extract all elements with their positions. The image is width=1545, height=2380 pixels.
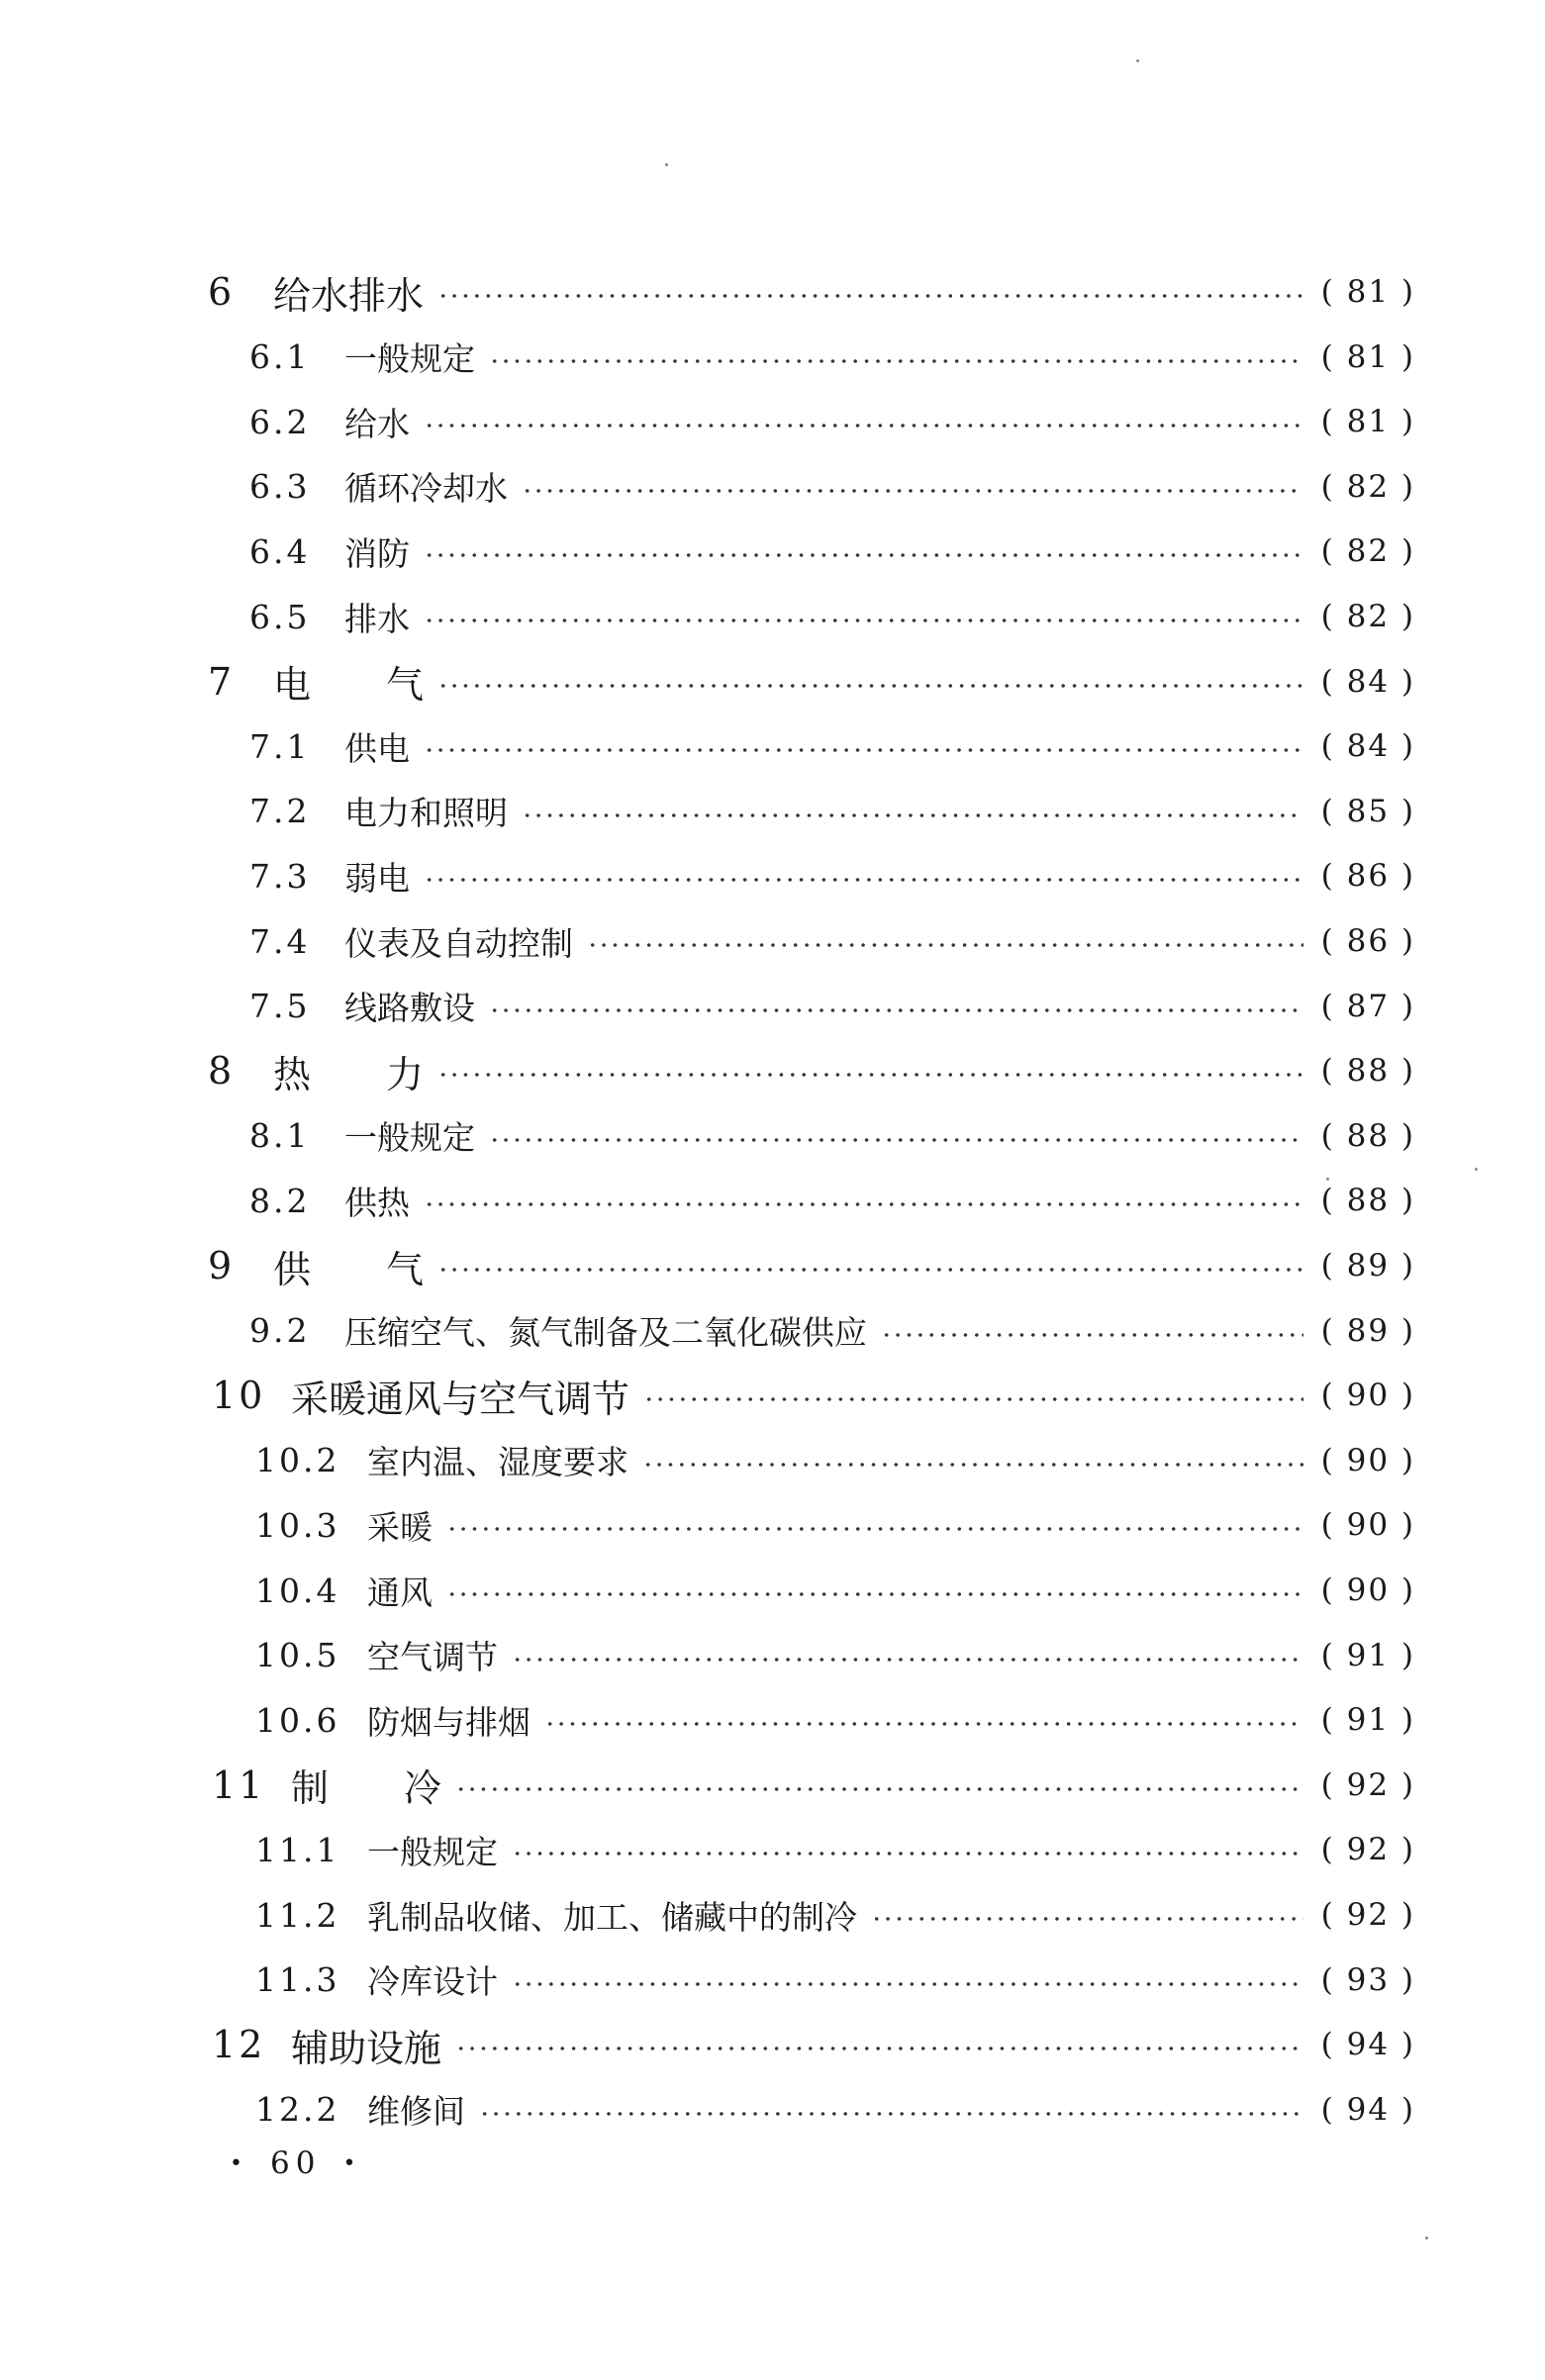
toc-entry-page: ( 91 ) xyxy=(1320,1702,1415,1739)
toc-entry-page: ( 81 ) xyxy=(1320,404,1415,440)
dot-leader xyxy=(437,294,1304,298)
toc-chapter-row xyxy=(208,1046,1415,1095)
toc-entry-number: 7.3 xyxy=(249,856,311,896)
toc-entry-page: ( 86 ) xyxy=(1320,923,1415,959)
toc-entry-title: 通风 xyxy=(367,1572,433,1612)
toc-section-row xyxy=(255,1890,1415,1940)
toc-entry-title: 弱电 xyxy=(344,858,410,898)
toc-entry-number: 7.2 xyxy=(249,792,311,831)
toc-section-row xyxy=(249,916,1415,966)
toc-entry-title: 室内温、湿度要求 xyxy=(367,1443,628,1482)
toc-section-row xyxy=(249,982,1415,1031)
dot-leader xyxy=(522,489,1304,493)
dot-leader xyxy=(424,748,1304,752)
dot-leader xyxy=(424,619,1304,622)
toc-chapter-row xyxy=(208,657,1415,707)
toc-entry-page: ( 87 ) xyxy=(1320,988,1415,1024)
toc-entry-number: 9.2 xyxy=(249,1311,311,1351)
toc-entry-page: ( 88 ) xyxy=(1320,1183,1415,1219)
toc-section-row xyxy=(255,1695,1415,1745)
dot-leader xyxy=(424,878,1304,882)
toc-entry-title: 排水 xyxy=(344,599,410,638)
toc-section-row xyxy=(255,1566,1415,1615)
toc-entry-number: 11 xyxy=(212,1762,266,1807)
dot-leader xyxy=(424,1202,1304,1206)
toc-entry-number: 6.2 xyxy=(249,402,311,441)
toc-entry-number: 6.3 xyxy=(249,467,311,507)
toc-entry-number: 8.1 xyxy=(249,1116,311,1156)
toc-entry-title: 循环冷却水 xyxy=(344,469,508,509)
toc-section-row xyxy=(249,462,1415,512)
dot-leader xyxy=(437,1073,1304,1077)
toc-entry-title: 一般规定 xyxy=(367,1832,498,1871)
toc-entry-number: 10.4 xyxy=(255,1571,340,1610)
toc-entry-number: 7.4 xyxy=(249,921,311,961)
toc-entry-page: ( 90 ) xyxy=(1320,1378,1415,1414)
toc-entry-title: 制 冷 xyxy=(291,1766,442,1811)
dot-leader xyxy=(437,1268,1304,1272)
toc-entry-number: 12.2 xyxy=(255,2090,340,2130)
toc-entry-page: ( 89 ) xyxy=(1320,1248,1415,1284)
toc-entry-number: 10.2 xyxy=(255,1441,340,1480)
scan-speck xyxy=(1475,1168,1478,1171)
toc-entry-page: ( 90 ) xyxy=(1320,1507,1415,1544)
toc-entry-title: 防烟与排烟 xyxy=(367,1702,531,1742)
toc-entry-number: 8.2 xyxy=(249,1181,311,1220)
toc-section-row xyxy=(249,1176,1415,1225)
toc-entry-page: ( 81 ) xyxy=(1320,338,1415,375)
toc-entry-title: 供 气 xyxy=(273,1247,425,1291)
toc-section-row xyxy=(249,1306,1415,1356)
scan-speck xyxy=(1326,1178,1329,1181)
toc-entry-title: 采暖 xyxy=(367,1507,433,1547)
toc-entry-title: 给水 xyxy=(344,404,410,443)
toc-entry-page: ( 91 ) xyxy=(1320,1637,1415,1673)
toc-section-row xyxy=(249,397,1415,446)
toc-entry-page: ( 92 ) xyxy=(1320,1832,1415,1868)
toc-entry-title: 冷库设计 xyxy=(367,1962,498,2002)
footer-bullet-left: • xyxy=(230,2150,248,2176)
toc-entry-number: 10 xyxy=(212,1374,266,1418)
toc-chapter-row xyxy=(212,1371,1415,1420)
toc-chapter-row xyxy=(208,267,1415,317)
toc-entry-number: 8 xyxy=(208,1049,236,1094)
dot-leader xyxy=(512,1852,1304,1856)
toc-chapter-row xyxy=(212,1761,1415,1810)
toc-entry-number: 10.6 xyxy=(255,1700,340,1740)
footer-page-number: 60 xyxy=(269,2145,322,2181)
dot-leader xyxy=(479,2112,1304,2116)
toc-entry-page: ( 85 ) xyxy=(1320,793,1415,829)
footer-bullet-right: • xyxy=(342,2150,362,2176)
toc-entry-number: 6 xyxy=(208,270,236,314)
toc-section-row xyxy=(255,1825,1415,1874)
dot-leader xyxy=(446,1527,1304,1531)
toc-section-row xyxy=(255,1500,1415,1550)
toc-section-row xyxy=(249,333,1415,382)
toc-entry-page: ( 88 ) xyxy=(1320,1053,1415,1090)
toc-entry-number: 7 xyxy=(208,659,236,704)
dot-leader xyxy=(489,1008,1304,1012)
dot-leader xyxy=(522,813,1304,817)
dot-leader xyxy=(881,1333,1304,1337)
toc-section-row xyxy=(249,787,1415,836)
toc-section-row xyxy=(249,851,1415,901)
toc-entry-page: ( 82 ) xyxy=(1320,599,1415,634)
toc-entry-number: 11.3 xyxy=(255,1960,340,2000)
dot-leader xyxy=(489,1138,1304,1142)
toc-entry-title: 供电 xyxy=(344,728,410,768)
toc-entry-number: 11.2 xyxy=(255,1895,340,1935)
toc-entry-page: ( 86 ) xyxy=(1320,858,1415,895)
toc-entry-number: 9 xyxy=(208,1244,236,1287)
toc-entry-title: 线路敷设 xyxy=(344,989,475,1028)
toc-entry-title: 消防 xyxy=(344,533,410,573)
toc-chapter-row xyxy=(212,2020,1415,2069)
page-footer xyxy=(230,2145,361,2181)
dot-leader xyxy=(643,1397,1304,1401)
dot-leader xyxy=(587,943,1304,947)
toc-entry-number: 6.1 xyxy=(249,337,311,377)
dot-leader xyxy=(642,1463,1304,1467)
toc-entry-page: ( 82 ) xyxy=(1320,468,1415,505)
toc-entry-title: 压缩空气、氮气制备及二氧化碳供应 xyxy=(344,1313,867,1353)
toc-section-row xyxy=(255,2085,1415,2135)
toc-entry-number: 7.5 xyxy=(249,987,311,1026)
toc-chapter-row xyxy=(208,1241,1415,1290)
dot-leader xyxy=(424,553,1304,557)
scan-speck xyxy=(1136,59,1139,62)
toc-entry-title: 电力和照明 xyxy=(344,794,508,833)
dot-leader xyxy=(424,424,1304,428)
toc-entry-title: 供热 xyxy=(344,1183,410,1222)
toc-entry-page: ( 92 ) xyxy=(1320,1897,1415,1933)
toc-entry-page: ( 94 ) xyxy=(1320,2027,1415,2063)
toc-section-row xyxy=(249,1111,1415,1161)
toc-entry-title: 乳制品收储、加工、储藏中的制冷 xyxy=(367,1897,857,1937)
toc-section-row xyxy=(255,1436,1415,1485)
toc-entry-title: 给水排水 xyxy=(273,273,425,318)
toc-entry-title: 一般规定 xyxy=(344,1118,475,1158)
dot-leader xyxy=(512,1982,1304,1986)
toc-entry-title: 热 力 xyxy=(273,1052,425,1096)
toc-entry-number: 7.1 xyxy=(249,726,311,766)
dot-leader xyxy=(871,1917,1304,1921)
toc-section-row xyxy=(249,721,1415,771)
toc-entry-number: 6.4 xyxy=(249,531,311,571)
toc-entry-title: 采暖通风与空气调节 xyxy=(291,1377,630,1421)
toc-entry-number: 11.1 xyxy=(255,1830,340,1869)
toc-section-row xyxy=(249,592,1415,641)
toc-entry-title: 仪表及自动控制 xyxy=(344,923,573,963)
scan-speck xyxy=(665,163,668,166)
toc-entry-page: ( 82 ) xyxy=(1320,533,1415,570)
toc-entry-title: 维修间 xyxy=(367,2092,465,2132)
toc-entry-page: ( 88 ) xyxy=(1320,1117,1415,1154)
toc-entry-page: ( 84 ) xyxy=(1320,728,1415,765)
toc-entry-page: ( 89 ) xyxy=(1320,1312,1415,1349)
toc-entry-page: ( 94 ) xyxy=(1320,2091,1415,2128)
dot-leader xyxy=(512,1658,1304,1662)
toc-section-row xyxy=(255,1631,1415,1680)
toc-entry-number: 6.5 xyxy=(249,597,311,636)
toc-entry-title: 电 气 xyxy=(273,663,425,708)
toc-entry-page: ( 90 ) xyxy=(1320,1442,1415,1478)
toc-section-row xyxy=(255,1955,1415,2005)
dot-leader xyxy=(437,684,1304,688)
toc-entry-page: ( 84 ) xyxy=(1320,663,1415,700)
toc-section-row xyxy=(249,526,1415,576)
scan-speck xyxy=(1425,2237,1428,2239)
toc-entry-number: 10.5 xyxy=(255,1636,340,1675)
dot-leader xyxy=(455,1787,1304,1791)
dot-leader xyxy=(446,1592,1304,1596)
toc-entry-page: ( 93 ) xyxy=(1320,1961,1415,1998)
dot-leader xyxy=(455,2047,1304,2050)
toc-entry-title: 一般规定 xyxy=(344,339,475,379)
toc-entry-page: ( 81 ) xyxy=(1320,274,1415,310)
dot-leader xyxy=(544,1722,1304,1726)
toc-entry-page: ( 92 ) xyxy=(1320,1766,1415,1803)
toc-entry-number: 10.3 xyxy=(255,1505,340,1545)
toc-entry-title: 辅助设施 xyxy=(291,2026,442,2070)
toc-entry-title: 空气调节 xyxy=(367,1638,498,1677)
dot-leader xyxy=(489,359,1304,363)
toc-entry-page: ( 90 ) xyxy=(1320,1572,1415,1608)
toc-entry-number: 12 xyxy=(212,2023,266,2067)
